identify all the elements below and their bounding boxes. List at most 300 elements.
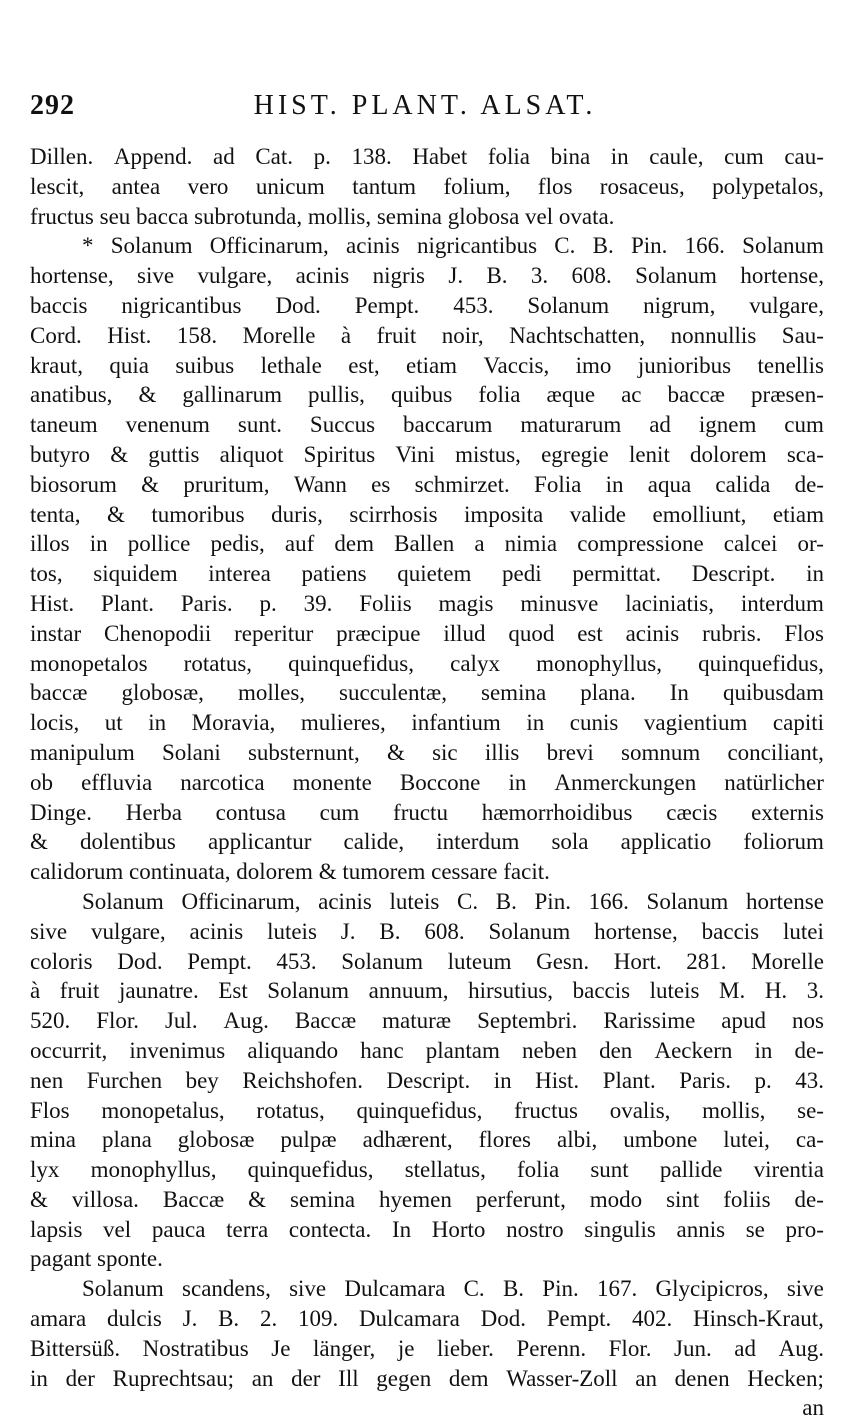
word: C. bbox=[456, 888, 479, 914]
word: Je bbox=[271, 1335, 291, 1361]
word: B. bbox=[379, 918, 401, 944]
word: sive bbox=[786, 1276, 824, 1302]
word: pauca bbox=[151, 1216, 206, 1242]
word: semina bbox=[481, 680, 547, 706]
word: den bbox=[599, 1037, 633, 1063]
word: tos, bbox=[30, 561, 63, 587]
word: Habet bbox=[412, 144, 468, 169]
word: Pempt. bbox=[546, 1306, 612, 1332]
text-line bbox=[30, 1006, 824, 1036]
word: Jul. bbox=[164, 1008, 198, 1034]
word: Baccæ bbox=[294, 1008, 357, 1034]
word: in bbox=[605, 471, 624, 497]
word: es bbox=[371, 471, 391, 497]
word: maturarum bbox=[520, 412, 622, 438]
word: Jun. bbox=[674, 1335, 712, 1361]
word: plana. bbox=[580, 680, 636, 706]
word: narcotica bbox=[180, 769, 265, 795]
word: etiam bbox=[772, 501, 824, 527]
word: aliquando bbox=[247, 1037, 339, 1063]
word: manipulum bbox=[30, 739, 135, 765]
text-line bbox=[30, 321, 824, 351]
word: folia bbox=[487, 144, 530, 169]
word: contusa bbox=[215, 799, 286, 825]
word: lescit, bbox=[30, 173, 85, 199]
word: mistus, bbox=[455, 441, 521, 467]
word: Ill bbox=[338, 1365, 359, 1391]
text-line bbox=[30, 1036, 824, 1066]
word: & bbox=[110, 441, 129, 467]
word: Reichshofen. bbox=[242, 1067, 364, 1093]
word: nigris bbox=[372, 263, 425, 289]
text-line bbox=[30, 619, 824, 649]
word: J. bbox=[448, 263, 464, 289]
word: baccis bbox=[701, 918, 760, 944]
word: Spiritus bbox=[303, 441, 376, 467]
word: 2. bbox=[259, 1306, 278, 1332]
word: calcei bbox=[723, 531, 778, 557]
text-line bbox=[30, 1364, 824, 1394]
word: luteis bbox=[389, 888, 440, 914]
word: hæmorrhoidibus bbox=[481, 799, 633, 825]
word: locis, bbox=[30, 710, 80, 736]
word: Dulcamara bbox=[358, 1306, 460, 1332]
word: Nachtschatten, bbox=[509, 322, 646, 348]
word: baccæ bbox=[30, 680, 88, 706]
text-line: an bbox=[802, 1395, 824, 1421]
word: ac bbox=[621, 382, 642, 408]
text-line bbox=[30, 827, 824, 857]
word: Sau- bbox=[781, 322, 824, 348]
word: je bbox=[397, 1335, 415, 1361]
word: Hist. bbox=[30, 590, 75, 616]
word: Perenn. bbox=[516, 1335, 587, 1361]
word: taneum bbox=[30, 412, 98, 438]
text-line bbox=[30, 589, 824, 619]
word: tumoribus bbox=[151, 501, 245, 527]
word: dem bbox=[334, 531, 375, 557]
word: interea bbox=[208, 561, 271, 587]
word: Nostratibus bbox=[142, 1335, 249, 1361]
word: Pempt. bbox=[187, 948, 252, 974]
word: Flor. bbox=[96, 1008, 140, 1034]
word: Pempt. bbox=[354, 292, 420, 318]
word: 138. bbox=[351, 144, 392, 169]
word: acinis bbox=[318, 888, 372, 914]
word: suibus bbox=[175, 352, 235, 378]
word: in bbox=[30, 1365, 48, 1391]
word: schmirzet. bbox=[414, 471, 510, 497]
word: ad bbox=[649, 412, 671, 438]
word: Solanum bbox=[341, 948, 423, 974]
word: infantium bbox=[411, 710, 501, 736]
word: plantam bbox=[425, 1037, 500, 1063]
word: Gesn. bbox=[536, 948, 590, 974]
word: H. bbox=[764, 978, 788, 1004]
word: Vaccis, bbox=[483, 352, 550, 378]
word: Aeckern bbox=[654, 1037, 733, 1063]
word: neben bbox=[522, 1037, 577, 1063]
text-line bbox=[30, 1334, 824, 1364]
word: stellatus, bbox=[404, 1157, 486, 1183]
word: luteis bbox=[267, 918, 317, 944]
word: Solanum bbox=[82, 888, 164, 914]
word: Septembri. bbox=[477, 1008, 578, 1034]
word: est, bbox=[348, 352, 380, 378]
word: J. bbox=[182, 1306, 198, 1332]
word: 3. bbox=[530, 263, 549, 289]
text-line bbox=[30, 917, 824, 947]
word: Solanum bbox=[488, 918, 571, 944]
word: 608. bbox=[424, 918, 465, 944]
word: butyro bbox=[30, 441, 91, 467]
word: magis bbox=[438, 590, 494, 616]
word: der bbox=[291, 1365, 321, 1391]
word: patiens bbox=[301, 561, 367, 587]
word: capiti bbox=[772, 710, 824, 736]
word: applicatio bbox=[620, 829, 712, 855]
word: ob bbox=[30, 769, 53, 795]
running-title: HIST. PLANT. ALSAT. bbox=[253, 90, 597, 121]
word: noir, bbox=[441, 322, 484, 348]
word: æque bbox=[546, 382, 596, 408]
word: monophyllus, bbox=[90, 1157, 217, 1183]
word: vulgare, bbox=[90, 918, 166, 944]
word: lutei, bbox=[723, 1127, 770, 1153]
word: vulgare, bbox=[197, 263, 273, 289]
word: flos bbox=[537, 173, 573, 199]
word: gegen bbox=[376, 1365, 432, 1391]
word: Boccone bbox=[399, 769, 481, 795]
word: Plant. bbox=[602, 1067, 656, 1093]
word: aliquot bbox=[219, 441, 284, 467]
word: terra bbox=[226, 1216, 269, 1242]
word: cau- bbox=[784, 144, 824, 169]
word: valide bbox=[569, 501, 626, 527]
word: externis bbox=[751, 799, 824, 825]
text-line bbox=[30, 738, 824, 768]
word: quibusdam bbox=[722, 680, 824, 706]
word: molles, bbox=[237, 680, 306, 706]
word: * bbox=[82, 233, 94, 259]
word: egregie bbox=[541, 441, 609, 467]
word: der bbox=[65, 1365, 95, 1391]
word: kraut, bbox=[30, 352, 84, 378]
word: hortense, bbox=[30, 263, 114, 289]
word: perferunt, bbox=[475, 1186, 566, 1212]
word: reperitur bbox=[234, 620, 314, 646]
word: quia bbox=[109, 352, 150, 378]
word: Succus bbox=[309, 412, 376, 438]
word: se- bbox=[797, 1097, 824, 1123]
page-number: 292 bbox=[30, 90, 75, 121]
word: Hecken; bbox=[747, 1365, 824, 1391]
word: baccarum bbox=[403, 412, 493, 438]
word: jaunatre. bbox=[118, 978, 199, 1004]
word: in bbox=[526, 710, 545, 736]
word: dolorem bbox=[690, 441, 767, 467]
word: Est bbox=[218, 978, 248, 1004]
word: quibus bbox=[390, 382, 453, 408]
word: bey bbox=[185, 1067, 219, 1093]
word: à bbox=[340, 322, 352, 348]
text-line bbox=[30, 172, 824, 202]
word: Furchen bbox=[86, 1067, 163, 1093]
word: villosa. bbox=[71, 1186, 139, 1212]
word: Wann bbox=[293, 471, 347, 497]
word: Dinge. bbox=[30, 799, 92, 825]
word: Herba bbox=[125, 799, 182, 825]
word: etiam bbox=[405, 352, 458, 378]
word: scandens, bbox=[182, 1276, 271, 1302]
word: 166. bbox=[684, 233, 725, 259]
word: amara bbox=[30, 1306, 87, 1332]
page-header bbox=[30, 90, 820, 130]
word: baccæ bbox=[667, 382, 726, 408]
word: 453. bbox=[453, 292, 494, 318]
word: pulpæ bbox=[280, 1127, 337, 1153]
word: lapsis bbox=[30, 1216, 83, 1242]
word: dolentibus bbox=[80, 829, 176, 855]
word: cum bbox=[319, 799, 360, 825]
text-line bbox=[30, 947, 824, 977]
word: flores bbox=[478, 1127, 532, 1153]
word: lenit bbox=[628, 441, 670, 467]
word: vel bbox=[103, 1216, 132, 1242]
word: annis bbox=[676, 1216, 726, 1242]
word: imposita bbox=[464, 501, 544, 527]
word: invenimus bbox=[129, 1037, 226, 1063]
word: 43. bbox=[795, 1067, 824, 1093]
word: Append. bbox=[113, 144, 193, 169]
word: modo bbox=[589, 1186, 643, 1212]
word: contecta. bbox=[288, 1216, 372, 1242]
word: B. bbox=[592, 233, 614, 259]
word: est bbox=[577, 620, 603, 646]
word: acinis bbox=[295, 263, 350, 289]
word: interdum bbox=[740, 590, 824, 616]
word: baccis bbox=[572, 978, 631, 1004]
word: an bbox=[635, 1365, 657, 1391]
word: Baccæ bbox=[162, 1186, 225, 1212]
text-line bbox=[30, 410, 824, 440]
word: C. bbox=[554, 233, 576, 259]
word: denen bbox=[674, 1365, 730, 1391]
word: vero bbox=[187, 173, 229, 199]
word: & bbox=[248, 1186, 266, 1212]
word: Hinsch-Kraut, bbox=[692, 1306, 824, 1332]
word: emolliunt, bbox=[652, 501, 747, 527]
word: sive bbox=[137, 263, 175, 289]
word: adhærent, bbox=[362, 1127, 453, 1153]
text-line bbox=[30, 1125, 824, 1155]
word: plana bbox=[101, 1127, 152, 1153]
word: de- bbox=[794, 471, 824, 497]
word: lieber. bbox=[437, 1335, 494, 1361]
word: succulentæ, bbox=[339, 680, 447, 706]
text-line bbox=[30, 559, 824, 589]
word: nigricantibus bbox=[416, 233, 538, 259]
word: cum bbox=[784, 412, 824, 438]
word: Morelle bbox=[242, 322, 316, 348]
word: illis bbox=[484, 739, 520, 765]
word: instar bbox=[30, 620, 82, 646]
word: monopetalos bbox=[30, 650, 148, 676]
text-line bbox=[30, 1304, 824, 1334]
word: in bbox=[148, 710, 167, 736]
word: an bbox=[251, 1365, 274, 1391]
word: brevi bbox=[546, 739, 594, 765]
word: somnum bbox=[621, 739, 701, 765]
word: tantum bbox=[352, 173, 417, 199]
word: unicum bbox=[255, 173, 325, 199]
word: Officinarum, bbox=[181, 888, 301, 914]
word: tenellis bbox=[757, 352, 824, 378]
word: M. bbox=[719, 978, 746, 1004]
word: mulieres, bbox=[300, 710, 386, 736]
word: laciniatis, bbox=[625, 590, 714, 616]
word: a bbox=[474, 531, 485, 557]
word: fruit bbox=[59, 978, 100, 1004]
word: Ruprechtsau; bbox=[112, 1365, 234, 1391]
word: caule, bbox=[649, 144, 704, 169]
word: tenta, bbox=[30, 501, 81, 527]
word: p. bbox=[259, 590, 277, 616]
word: monopetalus, bbox=[101, 1097, 225, 1123]
word: ovalis, bbox=[609, 1097, 671, 1123]
word: minusve bbox=[520, 590, 599, 616]
word: luteis bbox=[649, 978, 700, 1004]
word: Vini bbox=[395, 441, 435, 467]
text-line bbox=[30, 708, 824, 738]
word: ignem bbox=[698, 412, 757, 438]
word: Hist. bbox=[535, 1067, 580, 1093]
word: ad bbox=[213, 144, 235, 169]
word: pro- bbox=[785, 1216, 824, 1242]
text-line bbox=[30, 291, 824, 321]
text-line bbox=[30, 1274, 824, 1304]
text-line bbox=[30, 1215, 824, 1245]
word: & bbox=[106, 501, 125, 527]
word: hanc bbox=[360, 1037, 404, 1063]
word: sive bbox=[289, 1276, 327, 1302]
text-line: calidorum continuata, dolorem & tumorem cessare facit. bbox=[30, 859, 550, 885]
word: compressione bbox=[577, 531, 704, 557]
text-line bbox=[30, 976, 824, 1006]
word: mollis, bbox=[702, 1097, 766, 1123]
word: lutei bbox=[783, 918, 824, 944]
text-body bbox=[30, 142, 824, 1423]
word: sca- bbox=[786, 441, 824, 467]
word: Solanum bbox=[267, 978, 350, 1004]
word: illos bbox=[30, 531, 70, 557]
word: pullis, bbox=[308, 382, 365, 408]
word: B. bbox=[218, 1306, 240, 1332]
word: J. bbox=[340, 918, 356, 944]
text-line bbox=[30, 1066, 824, 1096]
word: biosorum bbox=[30, 471, 117, 497]
word: folia bbox=[517, 1157, 560, 1183]
word: albi, bbox=[556, 1127, 598, 1153]
word: apud bbox=[721, 1008, 766, 1034]
word: Ballen bbox=[394, 531, 455, 557]
word: sunt bbox=[590, 1157, 629, 1183]
text-line bbox=[30, 529, 824, 559]
word: C. bbox=[463, 1276, 485, 1302]
word: Rarissime bbox=[603, 1008, 696, 1034]
word: effluvia bbox=[81, 769, 153, 795]
word: scirrhosis bbox=[349, 501, 438, 527]
word: & bbox=[141, 471, 160, 497]
word: dem bbox=[448, 1365, 489, 1391]
text-line bbox=[30, 231, 824, 261]
word: rosaceus, bbox=[599, 173, 685, 199]
word: In bbox=[669, 680, 689, 706]
word: Wasser-Zoll bbox=[506, 1365, 618, 1391]
word: Hist. bbox=[107, 322, 152, 348]
word: fructus bbox=[514, 1097, 578, 1123]
word: quietem bbox=[397, 561, 472, 587]
word: auf bbox=[284, 531, 315, 557]
word: applicantur bbox=[207, 829, 312, 855]
word: permittat. bbox=[572, 561, 662, 587]
word: & bbox=[30, 829, 48, 855]
word: Foliis bbox=[359, 590, 412, 616]
word: Descript. bbox=[386, 1067, 471, 1093]
word: Solanum bbox=[110, 233, 193, 259]
word: in bbox=[610, 144, 629, 169]
word: B. bbox=[495, 888, 517, 914]
word: B. bbox=[502, 1276, 525, 1302]
word: lethale bbox=[260, 352, 322, 378]
word: rotatus, bbox=[256, 1097, 325, 1123]
word: Pin. bbox=[630, 233, 668, 259]
word: sunt. bbox=[237, 412, 282, 438]
word: illud bbox=[443, 620, 486, 646]
word: quinquefidus, bbox=[698, 650, 824, 676]
word: Flos bbox=[784, 620, 824, 646]
word: Solanum bbox=[646, 888, 729, 914]
word: dulcis bbox=[106, 1306, 162, 1332]
word: guttis bbox=[148, 441, 200, 467]
word: antea bbox=[111, 173, 161, 199]
word: calida bbox=[715, 471, 771, 497]
word: calide, bbox=[343, 829, 405, 855]
word: Cat. bbox=[255, 144, 294, 169]
word: 39. bbox=[303, 590, 333, 616]
word: länger, bbox=[313, 1335, 376, 1361]
word: rotatus, bbox=[183, 650, 253, 676]
word: 167. bbox=[597, 1276, 638, 1302]
word: B. bbox=[486, 263, 508, 289]
word: in bbox=[806, 561, 824, 587]
word: monente bbox=[292, 769, 372, 795]
word: Hort. bbox=[613, 948, 662, 974]
word: 402. bbox=[631, 1306, 673, 1332]
word: nonnullis bbox=[670, 322, 757, 348]
word: in bbox=[508, 769, 527, 795]
word: globosæ bbox=[177, 1127, 255, 1153]
word: hortense bbox=[746, 888, 824, 914]
word: Solani bbox=[161, 739, 221, 765]
word: Dulcamara bbox=[344, 1276, 446, 1302]
text-line bbox=[30, 649, 824, 679]
word: siquidem bbox=[93, 561, 178, 587]
word: calyx bbox=[450, 650, 500, 676]
word: præcipue bbox=[336, 620, 421, 646]
text-line bbox=[30, 261, 824, 291]
word: nigricantibus bbox=[121, 292, 242, 318]
